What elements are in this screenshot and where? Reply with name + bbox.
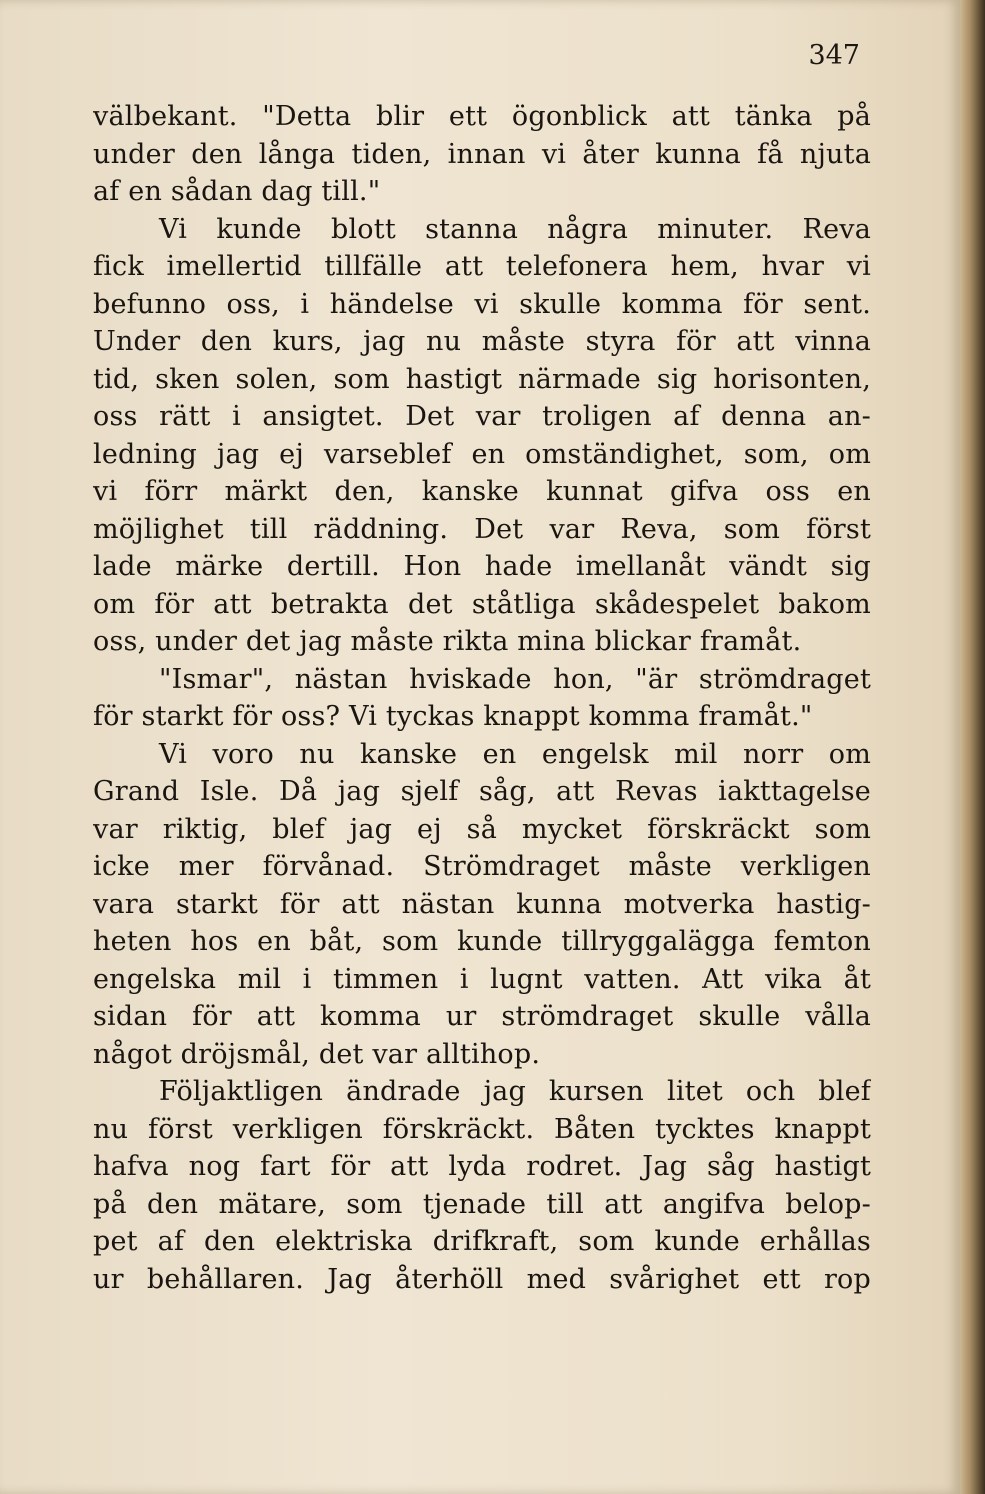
text-line: "Ismar", nästan hviskade hon, "är strömdraget [159, 663, 871, 695]
text-line: vara starkt för att nästan kunna motverka hastig- [93, 888, 871, 920]
text-line: ledning jag ej varseblef en omständighet, som, om [93, 438, 871, 470]
text-line: fick imellertid tillfälle att telefonera hem, hvar vi [93, 251, 871, 282]
text-line: pet af den elektriska drifkraft, som kunde erhållas [93, 1226, 871, 1257]
text-line: om för att betrakta det ståtliga skådespelet bakom [93, 588, 871, 620]
text-line: under den långa tiden, innan vi åter kunna få njuta [93, 138, 871, 170]
text-line: sidan för att komma ur strömdraget skulle vålla [93, 1001, 871, 1032]
text-line: lade märke dertill. Hon hade imellanåt vändt sig [93, 551, 871, 582]
text-line: hafva nog fart för att lyda rodret. Jag såg hastigt [93, 1151, 871, 1182]
text-line: på den mätare, som tjenade till att angifva belop- [93, 1188, 871, 1220]
text-line: ur behållaren. Jag återhöll med svårighet ett rop [93, 1263, 871, 1295]
text-line: tid, sken solen, som hastigt närmade sig horisonten, [93, 363, 871, 395]
text-line: icke mer förvånad. Strömdraget måste verkligen [93, 851, 871, 882]
text-line: något dröjsmål, det var alltihop. [93, 1038, 541, 1070]
text-line: Under den kurs, jag nu måste styra för att vinna [93, 326, 871, 357]
text-line: möjlighet till räddning. Det var Reva, som först [93, 513, 871, 545]
text-line: vi förr märkt den, kanske kunnat gifva oss en [93, 476, 871, 507]
text-line: Vi voro nu kanske en engelsk mil norr om [159, 738, 871, 770]
text-line: Följaktligen ändrade jag kursen litet och blef [159, 1076, 871, 1107]
text-line: var riktig, blef jag ej så mycket förskräckt som [93, 813, 871, 845]
page-edge [960, 0, 985, 1494]
text-line: engelska mil i timmen i lugnt vatten. Att vika åt [93, 963, 871, 995]
page-number: 347 [808, 40, 860, 71]
text-line: befunno oss, i händelse vi skulle komma för sent. [93, 288, 871, 320]
text-line: heten hos en båt, som kunde tillryggalägga femton [93, 926, 871, 957]
text-line: oss rätt i ansigtet. Det var troligen af denna an- [93, 401, 871, 432]
text-line: nu först verkligen förskräckt. Båten tycktes knappt [93, 1113, 871, 1145]
text-line: oss, under det jag måste rikta mina blickar framåt. [93, 626, 802, 657]
body-text [93, 98, 871, 1298]
text-line: för starkt för oss? Vi tyckas knappt komma framåt." [93, 701, 813, 732]
text-line: Grand Isle. Då jag sjelf såg, att Revas iakttagelse [93, 776, 871, 807]
text-line: Vi kunde blott stanna några minuter. Reva [159, 213, 871, 245]
text-line: af en sådan dag till." [93, 176, 381, 207]
text-line: välbekant. "Detta blir ett ögonblick att tänka på [93, 101, 871, 132]
